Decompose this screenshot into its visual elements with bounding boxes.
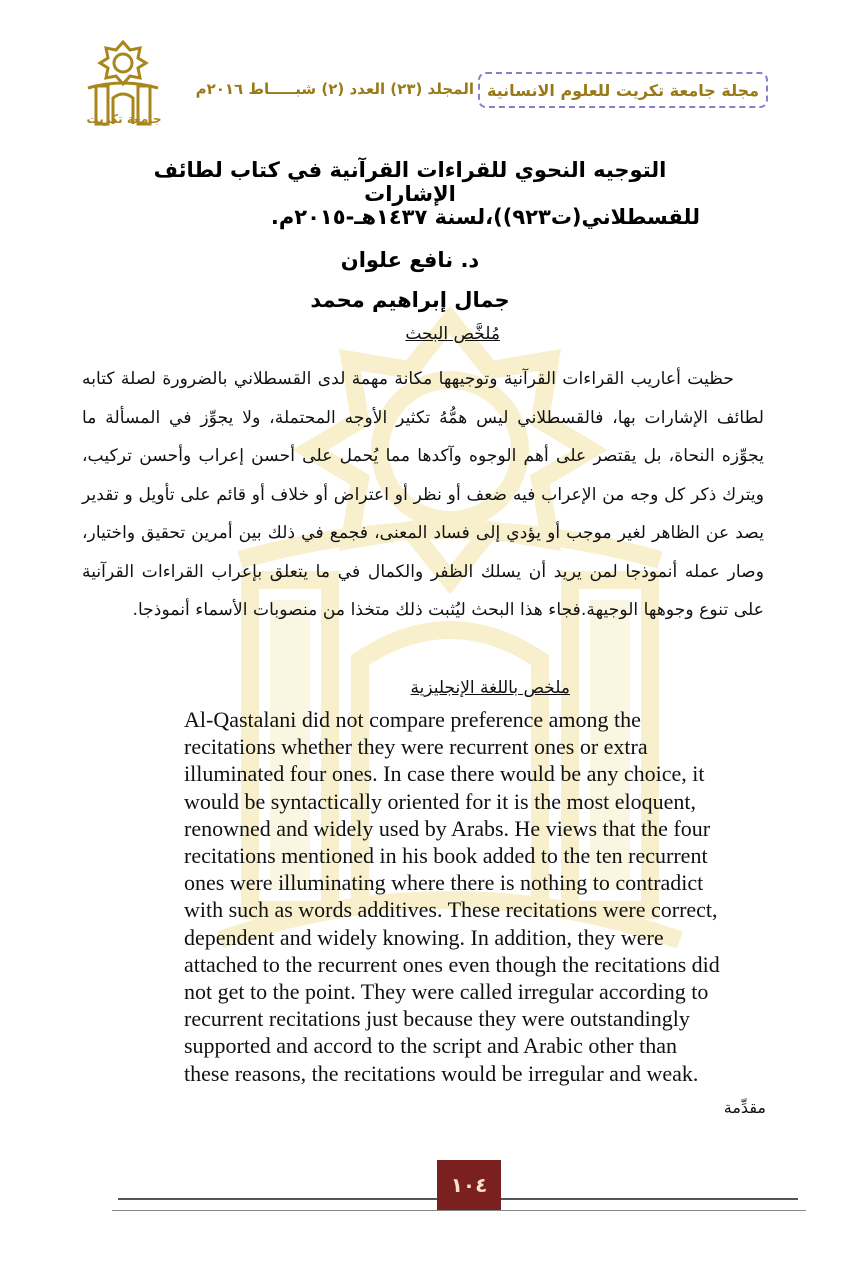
english-line: illuminated four ones. In case there would be any choice, it xyxy=(184,761,705,787)
english-line: supported and accord to the script and Arabic other than xyxy=(184,1033,678,1059)
journal-name: مجلة جامعة تكريت للعلوم الانسانية xyxy=(486,80,760,100)
english-line: recitations whether they were recurrent ones or extra xyxy=(184,734,648,760)
english-line: Al-Qastalani did not compare preference among the xyxy=(184,707,641,732)
english-line: ones were illuminating where there is nothing to contradict xyxy=(184,870,704,896)
english-abstract xyxy=(184,706,774,1087)
paper-title-line-2: للقسطلاني(ت٩٢٣))،لسنة ١٤٣٧هـ-٢٠١٥م. xyxy=(270,205,700,229)
logo-caption: جامعة تكريت xyxy=(86,112,162,126)
english-line: renowned and widely used by Arabs. He views that the four xyxy=(184,815,711,841)
footer-rule xyxy=(112,1210,806,1211)
issue-info: المجلد (٢٣) العدد (٢) شبـــــاط ٢٠١٦م xyxy=(195,80,474,98)
english-line: recurrent recitations just because they were outstandingly xyxy=(184,1006,690,1032)
paper-title-line-1: التوجيه النحوي للقراءات القرآنية في كتاب لطائف الإشارات xyxy=(153,158,667,206)
arabic-abstract xyxy=(82,360,764,630)
arabic-abstract-heading: مُلخَّص البحث xyxy=(405,324,500,344)
author-1: د. نافع علوان xyxy=(340,248,480,272)
journal-name-box xyxy=(478,72,768,108)
english-line: dependent and widely knowing. In addition, they were xyxy=(184,924,664,950)
english-line: not get to the point. They were called irregular according to xyxy=(184,979,709,1005)
english-line: with such as words additives. These recitations were correct, xyxy=(184,897,718,923)
english-line: recitations mentioned in his book added to the ten recurrent xyxy=(184,843,708,869)
page-number: ١٠٤ xyxy=(437,1160,501,1210)
english-abstract-heading: ملخص باللغة الإنجليزية xyxy=(410,678,570,698)
author-2: جمال إبراهيم محمد xyxy=(310,288,510,312)
english-line: would be syntactically oriented for it is the most eloquent, xyxy=(184,788,696,814)
arabic-abstract-text: حظيت أعاريب القراءات القرآنية وتوجيهها مكانة مهمة لدى القسطلاني بالضرورة لصلة كتابه لطائف الإشارات بها، فالقسطلاني ليس همُّهُ تكثير الأوجه المحتملة، ولا يجوِّز في المسألة ما يجوِّزه النحاة، بل يقتصر على أهم الوجوه وآكدها مما يُحمل على أحسن إعراب وأحسن تركيب، ويترك ذكر كل وجه من الإعراب فيه ضعف أو نظر أو اعتراض أو خلاف أو قائم على تأويل و تقدير يصد عن الظاهر لغير موجب أو يؤدي إلى فساد المعنى، فجمع في ذلك بين أمرين تحقيق واختيار، وصار عمله أنموذجا لمن يريد أن يسلك الظفر والكمال في ما يتعلق بإعراب القراءات القرآنية على تنوع وجوهها الوجيهة.فجاء هذا البحث ليُثبت ذلك متخذا من منصوبات الأسماء أنموذجا. xyxy=(82,369,764,620)
introduction-heading: مقدِّمة xyxy=(723,1098,766,1117)
english-line: these reasons, the recitations would be irregular and weak. xyxy=(184,1060,699,1086)
english-line: attached to the recurrent ones even though the recitations did xyxy=(184,951,720,977)
